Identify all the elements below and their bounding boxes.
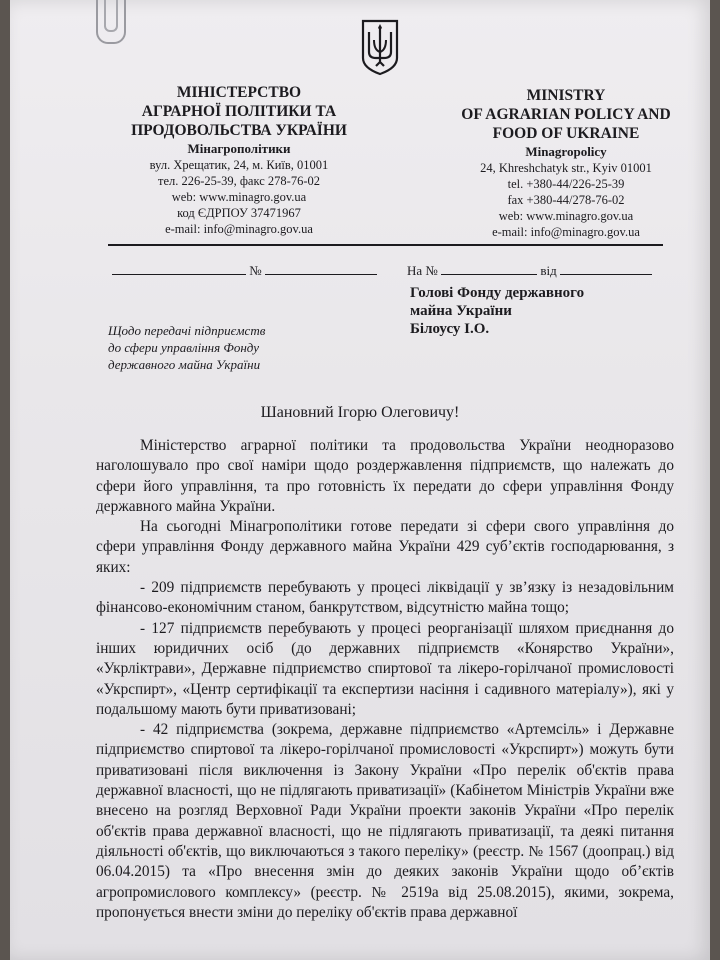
paper-clip <box>96 0 126 44</box>
ministry-name-ua-2: АГРАРНОЇ ПОЛІТИКИ ТА <box>141 103 337 120</box>
incoming-ref <box>407 262 652 279</box>
header-divider <box>108 244 663 246</box>
letter-body <box>96 436 674 923</box>
outgoing-ref <box>112 262 377 279</box>
body-list-item-2: - 127 підприємств перебувають у процесі реорганізації шляхом приєднання до інших юридичних осіб (до державних підприємств «Конярство України», «Укрліктрави», Державне підприємство спиртової та лікеро-горілчаної промисловості «Укрспирт», «Центр сертифікації та експертизи насіння і садивного матеріалу»), які у подальшому мають бути приватизовані; <box>96 619 674 718</box>
date-blank <box>112 262 246 275</box>
trident-emblem-icon <box>360 18 400 76</box>
incoming-date-blank <box>560 262 652 275</box>
subject-line-2: до сфери управління Фонду <box>108 340 259 355</box>
number-blank <box>265 262 377 275</box>
email-ua: e-mail: info@minagro.gov.ua <box>165 222 313 236</box>
header-english <box>430 86 702 240</box>
body-list-item-3: - 42 підприємства (зокрема, державне підприємство «Артемсіль» і Державне підприємство спиртової та лікеро-горілчаної промисловості «Укрспирт») можуть бути приватизовані після виключення із Закону України «Про перелік об'єктів права державної власності, що не підлягають приватизації» (Кабінетом Міністрів України вже внесено на розгляд Верховної Ради України проекти законів України «Про перелік об'єктів права державної власності, що не підлягають приватизації, та деякі питання діяльності об'єктів, що виключаються з такого переліку» (реєстр. № 1567 (доопрац.) від 06.04.2015) та «Про внесення змін до деяких законів України щодо об’єктів агропромислового комплексу» (реєстр. № 2519а від 25.08.2015), якими, зокрема, пропонується внести зміни до переліку об'єктів права державної <box>96 721 674 921</box>
ministry-name-en-3: FOOD OF UKRAINE <box>492 125 640 142</box>
addressee-line-3: Білоусу І.О. <box>410 321 490 337</box>
body-paragraph-1: Міністерство аграрної політики та продовольства України неодноразово наголошувало про свої наміри щодо роздержавлення підприємств, що належать до сфери його управління, та про готовність їх передати до сфери управління Фонду державного майна України. <box>96 437 674 515</box>
email-en: e-mail: info@minagro.gov.ua <box>492 225 640 239</box>
subject-block <box>108 322 328 373</box>
phone-en: tel. +380-44/226-25-39 <box>507 177 625 191</box>
incoming-date-label: від <box>540 263 557 278</box>
body-paragraph-2: На сьогодні Мінагрополітики готове передати зі сфери свого управління до сфери управління Фонду державного майна України 429 суб’єктів господарювання, з яких: <box>96 518 674 576</box>
body-list-item-1: - 209 підприємств перебувають у процесі ліквідації у зв’язку із незадовільним фінансово-економічним станом, банкрутством, відсутністю майна тощо; <box>96 579 674 617</box>
incoming-number-label: На № <box>407 263 438 278</box>
salutation: Шановний Ігорю Олеговичу! <box>260 404 460 421</box>
code-ua: код ЄДРПОУ 37471967 <box>177 206 301 220</box>
address-en: 24, Khreshchatyk str., Kyiv 01001 <box>480 161 652 175</box>
ministry-name-ua-3: ПРОДОВОЛЬСТВА УКРАЇНИ <box>131 122 347 139</box>
ministry-short-en: Minagropolicy <box>525 144 607 159</box>
addressee-block <box>410 284 670 338</box>
web-en: web: www.minagro.gov.ua <box>498 209 634 223</box>
subject-line-1: Щодо передачі підприємств <box>108 323 266 338</box>
address-ua: вул. Хрещатик, 24, м. Київ, 01001 <box>149 158 329 172</box>
phone-ua: тел. 226-25-39, факс 278-76-02 <box>158 174 320 188</box>
subject-line-3: державного майна України <box>108 357 261 372</box>
ministry-name-en-1: MINISTRY <box>526 87 606 104</box>
number-label: № <box>249 263 262 278</box>
incoming-number-blank <box>441 262 537 275</box>
header-ukrainian <box>108 83 370 237</box>
ministry-short-ua: Мінагрополітики <box>187 141 291 156</box>
fax-en: fax +380-44/278-76-02 <box>507 193 625 207</box>
web-ua: web: www.minagro.gov.ua <box>171 190 307 204</box>
addressee-line-2: майна України <box>410 303 512 319</box>
ministry-name-en-2: OF AGRARIAN POLICY AND <box>461 106 671 123</box>
ministry-name-ua-1: МІНІСТЕРСТВО <box>176 84 302 101</box>
addressee-line-1: Голові Фонду державного <box>410 285 585 301</box>
